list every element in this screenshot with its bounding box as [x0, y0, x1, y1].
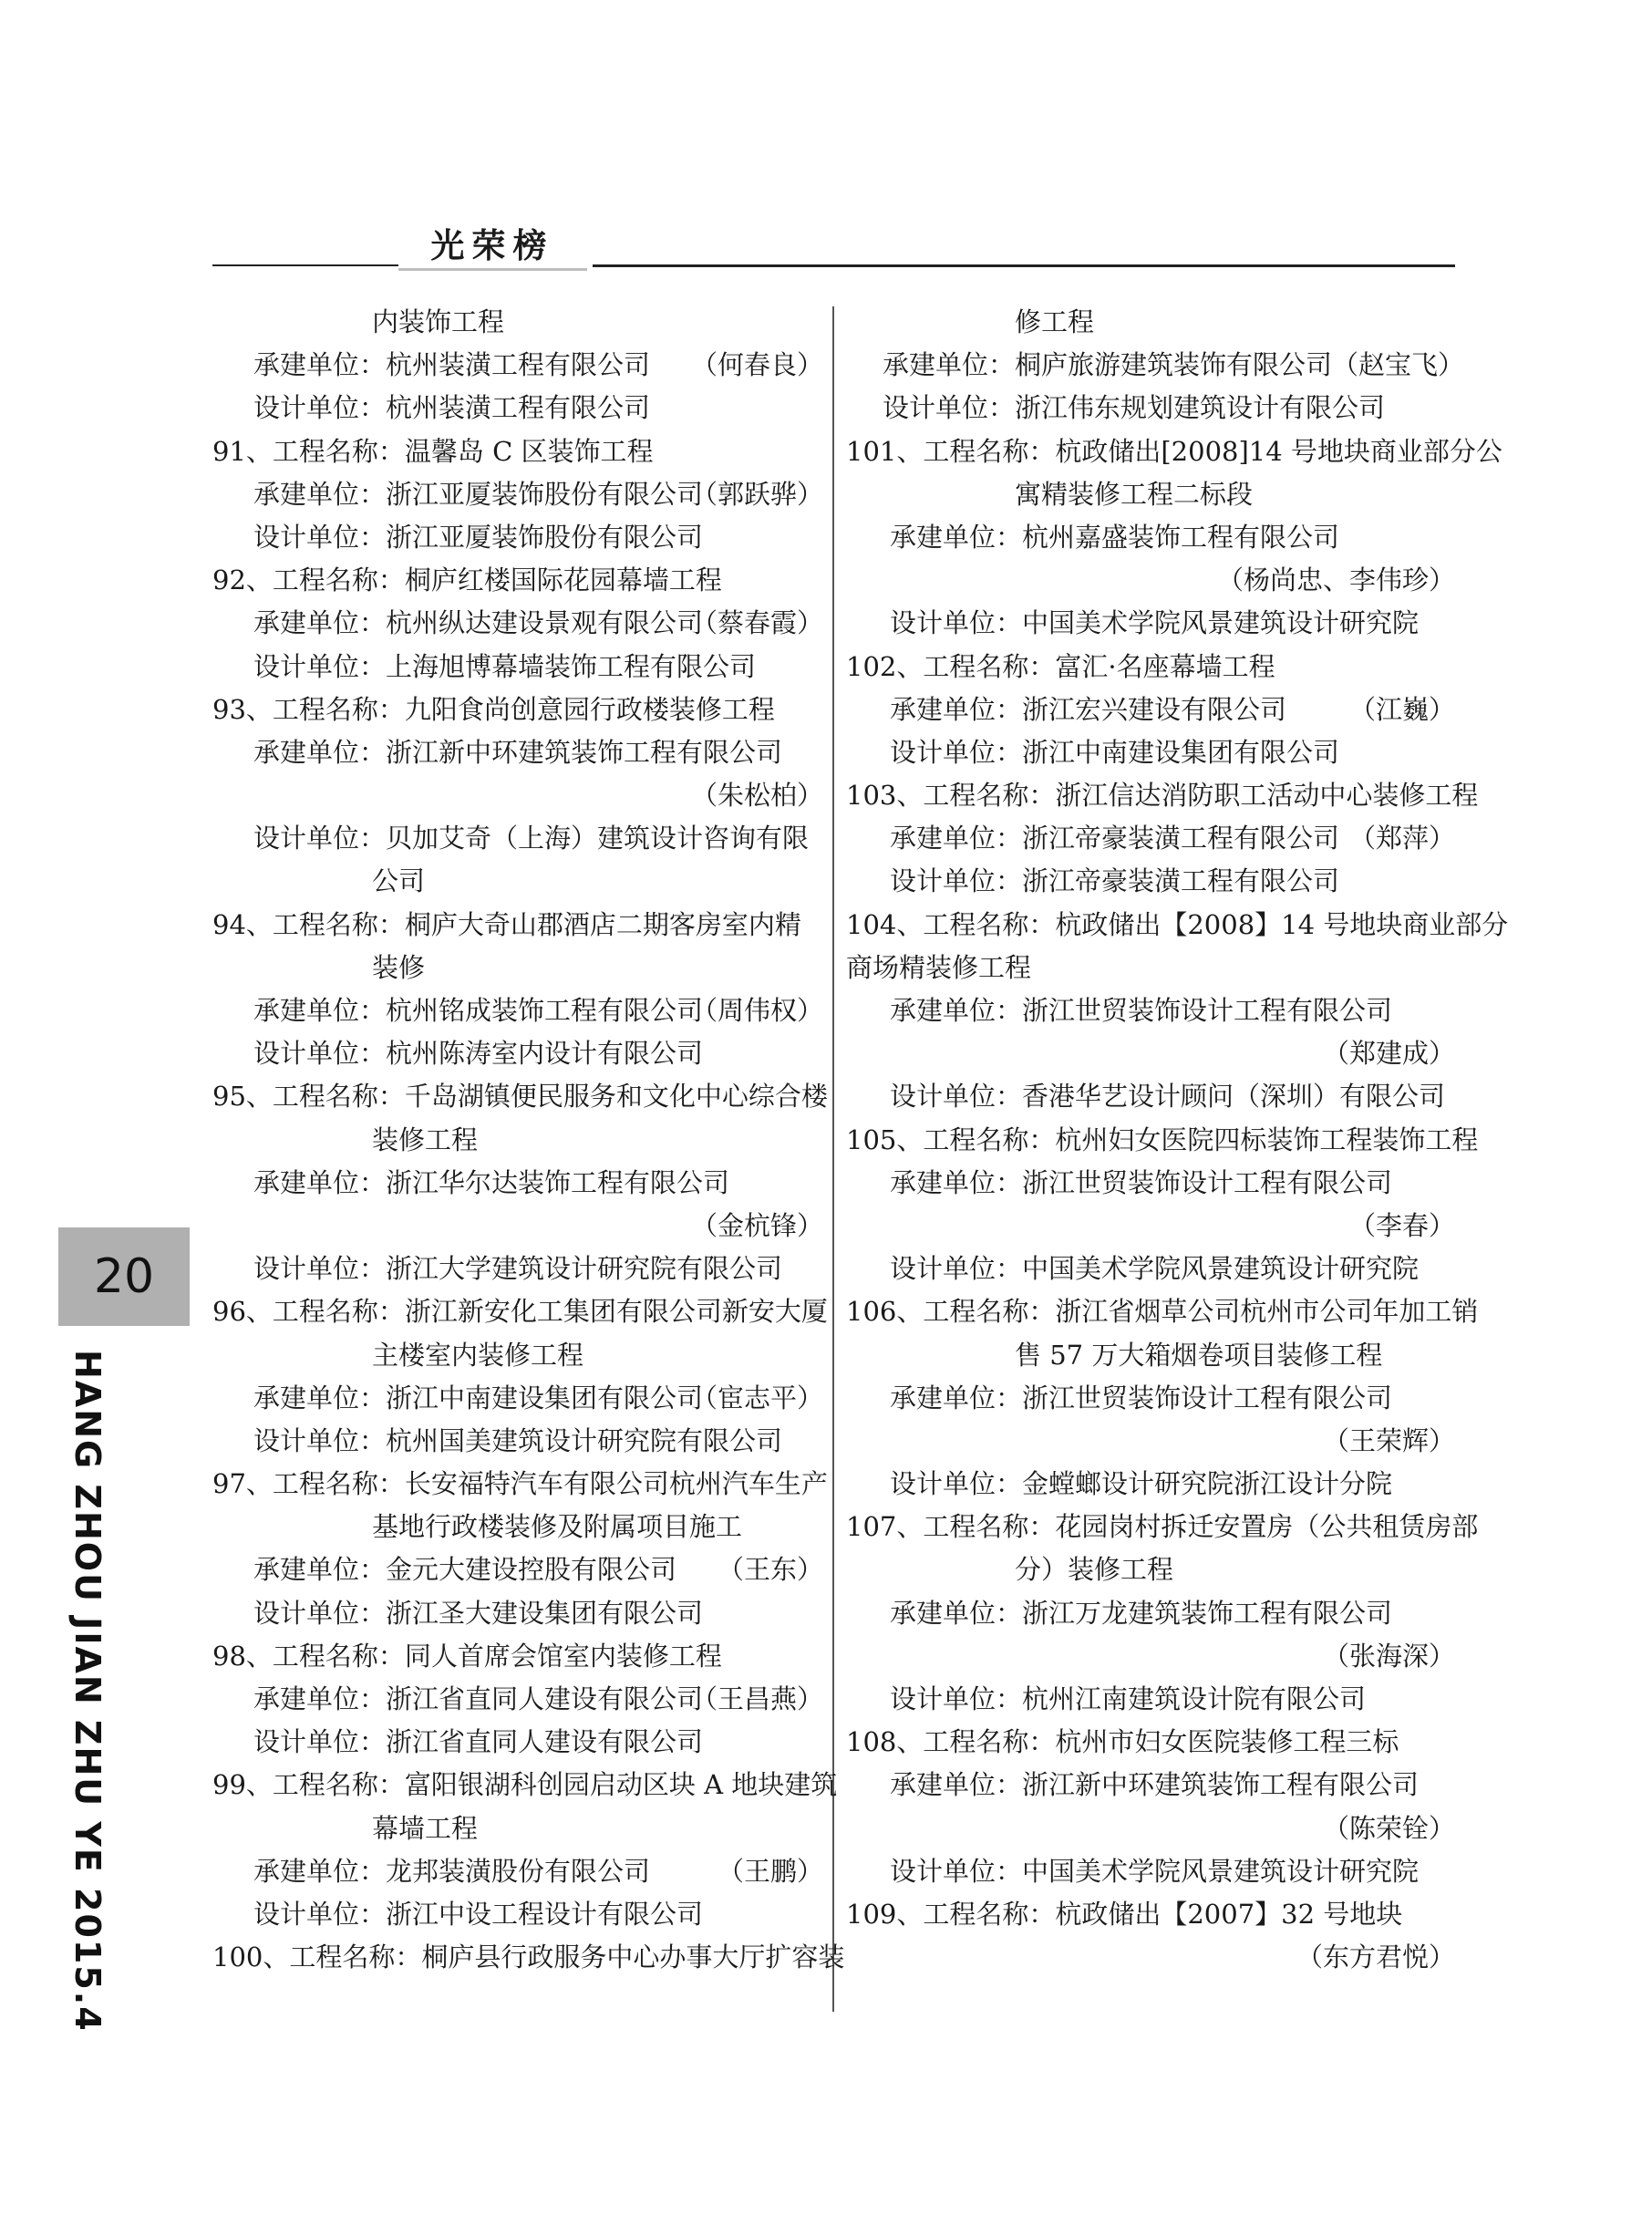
entry-text: 承建单位：浙江华尔达装饰工程有限公司: [253, 1166, 730, 1198]
contact-person: （杨尚忠、李伟珍）: [1216, 564, 1455, 596]
entry-text: 公司: [372, 865, 426, 897]
contact-person: （金杭锋）: [690, 1209, 823, 1241]
list-item: [212, 1893, 823, 1936]
list-item: [212, 689, 823, 731]
contact-person: （王鹏）: [717, 1855, 823, 1887]
contact-person: （陈荣铨）: [1322, 1812, 1455, 1844]
entry-text: 93、工程名称：九阳食尚创意园行政楼装修工程: [212, 693, 775, 725]
entry-text: 承建单位：浙江世贸装饰设计工程有限公司: [890, 1382, 1393, 1413]
list-item: [212, 1290, 828, 1333]
entry-text: 98、工程名称：同人首席会馆室内装修工程: [212, 1640, 722, 1672]
list-item: [846, 1850, 1455, 1893]
entry-text: 设计单位：浙江中设工程设计有限公司: [253, 1898, 704, 1930]
entry-text: 108、工程名称：杭州市妇女医院装修工程三标: [846, 1726, 1399, 1758]
list-item: [212, 516, 823, 559]
entry-text: 承建单位：浙江新中环建筑装饰工程有限公司: [253, 736, 783, 768]
entry-text: 91、工程名称：温馨岛 C 区装饰工程: [212, 435, 654, 467]
entry-text: 103、工程名称：浙江信达消防职工活动中心装修工程: [846, 780, 1479, 812]
list-item: [212, 473, 823, 516]
entry-text: 修工程: [1015, 306, 1095, 337]
entry-text: 主楼室内装修工程: [372, 1339, 584, 1371]
entry-text: 设计单位：贝加艾奇（上海）建筑设计咨询有限: [253, 823, 810, 854]
contact-person: （王东）: [717, 1554, 823, 1586]
entry-text: 设计单位：中国美术学院风景建筑设计研究院: [890, 1253, 1420, 1285]
entry-text: 设计单位：浙江伟东规划建筑设计有限公司: [883, 392, 1386, 424]
list-item: [846, 1764, 1455, 1807]
entry-text: 109、工程名称：杭政储出【2007】32 号地块: [846, 1898, 1403, 1930]
list-item: [846, 1377, 1455, 1420]
list-item: [846, 947, 1455, 989]
contact-person: （蔡春霞）: [690, 607, 823, 639]
list-item: [846, 1248, 1455, 1290]
entry-text: 95、工程名称：千岛湖镇便民服务和文化中心综合楼: [212, 1081, 828, 1113]
header-rule-gray: [398, 268, 587, 271]
entry-text: 94、工程名称：桐庐大奇山郡酒店二期客房室内精: [212, 908, 801, 940]
list-item: [846, 1721, 1455, 1764]
entry-text: 106、工程名称：浙江省烟草公司杭州市公司年加工销: [846, 1296, 1479, 1328]
contact-person: （郭跃骅）: [690, 478, 823, 510]
entry-text: 基地行政楼装修及附属项目施工: [372, 1511, 743, 1543]
list-item: [846, 774, 1479, 817]
list-item: [212, 1807, 823, 1850]
left-column: [212, 301, 845, 1979]
list-item: [846, 1548, 1455, 1591]
list-item: [212, 774, 823, 817]
entry-text: 设计单位：上海旭博幕墙装饰工程有限公司: [253, 650, 757, 682]
entry-text: 承建单位：杭州装潢工程有限公司: [253, 349, 651, 381]
list-item: [846, 1463, 1455, 1506]
list-item: [846, 689, 1455, 731]
list-item: [846, 1075, 1455, 1118]
entry-text: 售 57 万大箱烟卷项目装修工程: [1015, 1339, 1383, 1371]
entry-text: 承建单位：浙江宏兴建设有限公司: [890, 693, 1287, 725]
entry-text: 设计单位：浙江帝豪装潢工程有限公司: [890, 865, 1340, 897]
list-item: [212, 947, 823, 989]
contact-person: （郑萍）: [1348, 823, 1455, 854]
entry-text: 承建单位：浙江中南建设集团有限公司: [253, 1382, 704, 1413]
list-item: [846, 430, 1502, 473]
list-item: [846, 1032, 1455, 1075]
list-item: [212, 1032, 823, 1075]
list-item: [212, 1506, 823, 1548]
list-item: [212, 559, 823, 602]
entry-text: 承建单位：金元大建设控股有限公司: [253, 1554, 677, 1586]
list-item: [212, 344, 823, 387]
header-rule-right: [593, 264, 1455, 267]
list-item: [846, 904, 1509, 947]
entry-text: 承建单位：浙江世贸装饰设计工程有限公司: [890, 1166, 1393, 1198]
entry-text: 承建单位：浙江亚厦装饰股份有限公司: [253, 478, 704, 510]
list-item: [212, 1548, 823, 1591]
list-item: [212, 387, 823, 430]
entry-text: 设计单位：中国美术学院风景建筑设计研究院: [890, 607, 1420, 639]
list-item: [212, 904, 823, 947]
entry-text: 承建单位：龙邦装潢股份有限公司: [253, 1855, 651, 1887]
entry-text: 101、工程名称：杭政储出[2008]14 号地块商业部分公: [846, 435, 1502, 467]
header-rule-left: [212, 264, 398, 266]
contact-person: （东方君悦）: [1296, 1941, 1455, 1973]
list-item: [212, 301, 823, 344]
list-item: [846, 473, 1455, 516]
entry-text: 承建单位：杭州嘉盛装饰工程有限公司: [890, 521, 1340, 553]
contact-person: （张海深）: [1322, 1640, 1455, 1672]
list-item: [212, 860, 823, 903]
journal-name: HANG ZHOU JIAN ZHU YE 2015.4: [67, 1350, 108, 2033]
entry-text: 承建单位：杭州纵达建设景观有限公司: [253, 607, 704, 639]
contact-person: （李春）: [1348, 1209, 1455, 1241]
entry-text: 承建单位：浙江帝豪装潢工程有限公司: [890, 823, 1340, 854]
entry-text: 104、工程名称：杭政储出【2008】14 号地块商业部分: [846, 908, 1509, 940]
contact-person: （朱松柏）: [690, 780, 823, 812]
entry-text: 设计单位：杭州装潢工程有限公司: [253, 392, 651, 424]
entry-text: 承建单位：浙江新中环建筑装饰工程有限公司: [890, 1769, 1420, 1801]
list-item: [212, 602, 823, 645]
list-item: [212, 989, 823, 1032]
entry-text: 承建单位：桐庐旅游建筑装饰有限公司（赵宝飞）: [883, 349, 1465, 381]
list-item: [212, 1678, 823, 1721]
list-item: [212, 1420, 823, 1463]
list-item: [846, 1290, 1479, 1333]
contact-person: （郑建成）: [1322, 1038, 1455, 1070]
list-item: [846, 387, 1455, 430]
entry-text: 商场精装修工程: [846, 951, 1032, 983]
list-item: [846, 646, 1455, 689]
entry-text: 设计单位：中国美术学院风景建筑设计研究院: [890, 1855, 1420, 1887]
list-item: [846, 1119, 1479, 1162]
list-item: [846, 1635, 1455, 1678]
entry-text: 97、工程名称：长安福特汽车有限公司杭州汽车生产: [212, 1468, 828, 1500]
entry-text: 设计单位：香港华艺设计顾问（深圳）有限公司: [890, 1081, 1446, 1113]
contact-person: （宦志平）: [690, 1382, 823, 1413]
column-divider: [832, 306, 834, 2012]
list-item: [846, 1334, 1455, 1377]
contact-person: （周伟权）: [690, 995, 823, 1026]
section-title: 光荣榜: [430, 226, 554, 265]
list-item: [846, 1893, 1455, 1936]
list-item: [212, 1635, 823, 1678]
entry-text: 设计单位：杭州国美建筑设计研究院有限公司: [253, 1424, 783, 1456]
entry-text: 幕墙工程: [372, 1812, 479, 1844]
list-item: [846, 516, 1455, 559]
list-item: [212, 646, 823, 689]
list-item: [846, 817, 1455, 860]
entry-text: 装修: [372, 951, 426, 983]
list-item: [846, 602, 1455, 645]
entry-text: 96、工程名称：浙江新安化工集团有限公司新安大厦: [212, 1296, 828, 1328]
list-item: [212, 1721, 823, 1764]
list-item: [212, 1592, 823, 1635]
list-item: [212, 731, 823, 774]
entry-text: 设计单位：浙江大学建筑设计研究院有限公司: [253, 1253, 783, 1285]
contact-person: （江巍）: [1348, 693, 1455, 725]
entry-text: 设计单位：杭州江南建筑设计院有限公司: [890, 1683, 1367, 1714]
list-item: [212, 1334, 823, 1377]
list-item: [212, 430, 823, 473]
entry-text: 设计单位：浙江省直同人建设有限公司: [253, 1726, 704, 1758]
right-column: [846, 301, 1509, 1979]
entry-text: 设计单位：杭州陈涛室内设计有限公司: [253, 1038, 704, 1070]
list-item: [846, 301, 1455, 344]
entry-text: 分）装修工程: [1015, 1554, 1174, 1586]
entry-text: 设计单位：金螳螂设计研究院浙江设计分院: [890, 1468, 1393, 1500]
list-item: [846, 1807, 1455, 1850]
entry-text: 100、工程名称：桐庐县行政服务中心办事大厅扩容装: [212, 1941, 845, 1973]
contact-person: （王昌燕）: [690, 1683, 823, 1714]
list-item: [212, 1248, 823, 1290]
entry-text: 寓精装修工程二标段: [1015, 478, 1254, 510]
list-item: [846, 559, 1455, 602]
page-number: 20: [58, 1227, 190, 1326]
entry-text: 107、工程名称：花园岗村拆迁安置房（公共租赁房部: [846, 1511, 1479, 1543]
list-item: [212, 1463, 828, 1506]
list-item: [846, 1162, 1455, 1205]
list-item: [846, 860, 1455, 903]
list-item: [846, 1678, 1455, 1721]
list-item: [212, 817, 823, 860]
list-item: [846, 731, 1455, 774]
entry-text: 设计单位：浙江圣大建设集团有限公司: [253, 1597, 704, 1629]
list-item: [846, 1420, 1455, 1463]
list-item: [846, 1592, 1455, 1635]
list-item: [846, 344, 1465, 387]
list-item: [212, 1764, 838, 1807]
list-item: [212, 1205, 823, 1248]
list-item: [846, 1205, 1455, 1248]
list-item: [212, 1119, 823, 1162]
entry-text: 承建单位：浙江世贸装饰设计工程有限公司: [890, 995, 1393, 1026]
list-item: [846, 1506, 1479, 1548]
entry-text: 设计单位：浙江亚厦装饰股份有限公司: [253, 521, 704, 553]
list-item: [212, 1936, 845, 1979]
entry-text: 92、工程名称：桐庐红楼国际花园幕墙工程: [212, 564, 722, 596]
list-item: [212, 1850, 823, 1893]
list-item: [846, 989, 1455, 1032]
entry-text: 承建单位：浙江省直同人建设有限公司: [253, 1683, 704, 1714]
list-item: [212, 1162, 823, 1205]
contact-person: （王荣辉）: [1322, 1424, 1455, 1456]
entry-text: 99、工程名称：富阳银湖科创园启动区块 A 地块建筑: [212, 1769, 838, 1801]
entry-text: 装修工程: [372, 1123, 479, 1155]
entry-text: 102、工程名称：富汇·名座幕墙工程: [846, 650, 1275, 682]
entry-text: 内装饰工程: [372, 306, 505, 337]
list-item: [846, 1936, 1455, 1979]
entry-text: 承建单位：浙江万龙建筑装饰工程有限公司: [890, 1597, 1393, 1629]
entry-text: 105、工程名称：杭州妇女医院四标装饰工程装饰工程: [846, 1123, 1479, 1155]
list-item: [212, 1075, 828, 1118]
entry-text: 承建单位：杭州铭成装饰工程有限公司: [253, 995, 704, 1026]
entry-text: 设计单位：浙江中南建设集团有限公司: [890, 736, 1340, 768]
contact-person: （何春良）: [690, 349, 823, 381]
list-item: [212, 1377, 823, 1420]
